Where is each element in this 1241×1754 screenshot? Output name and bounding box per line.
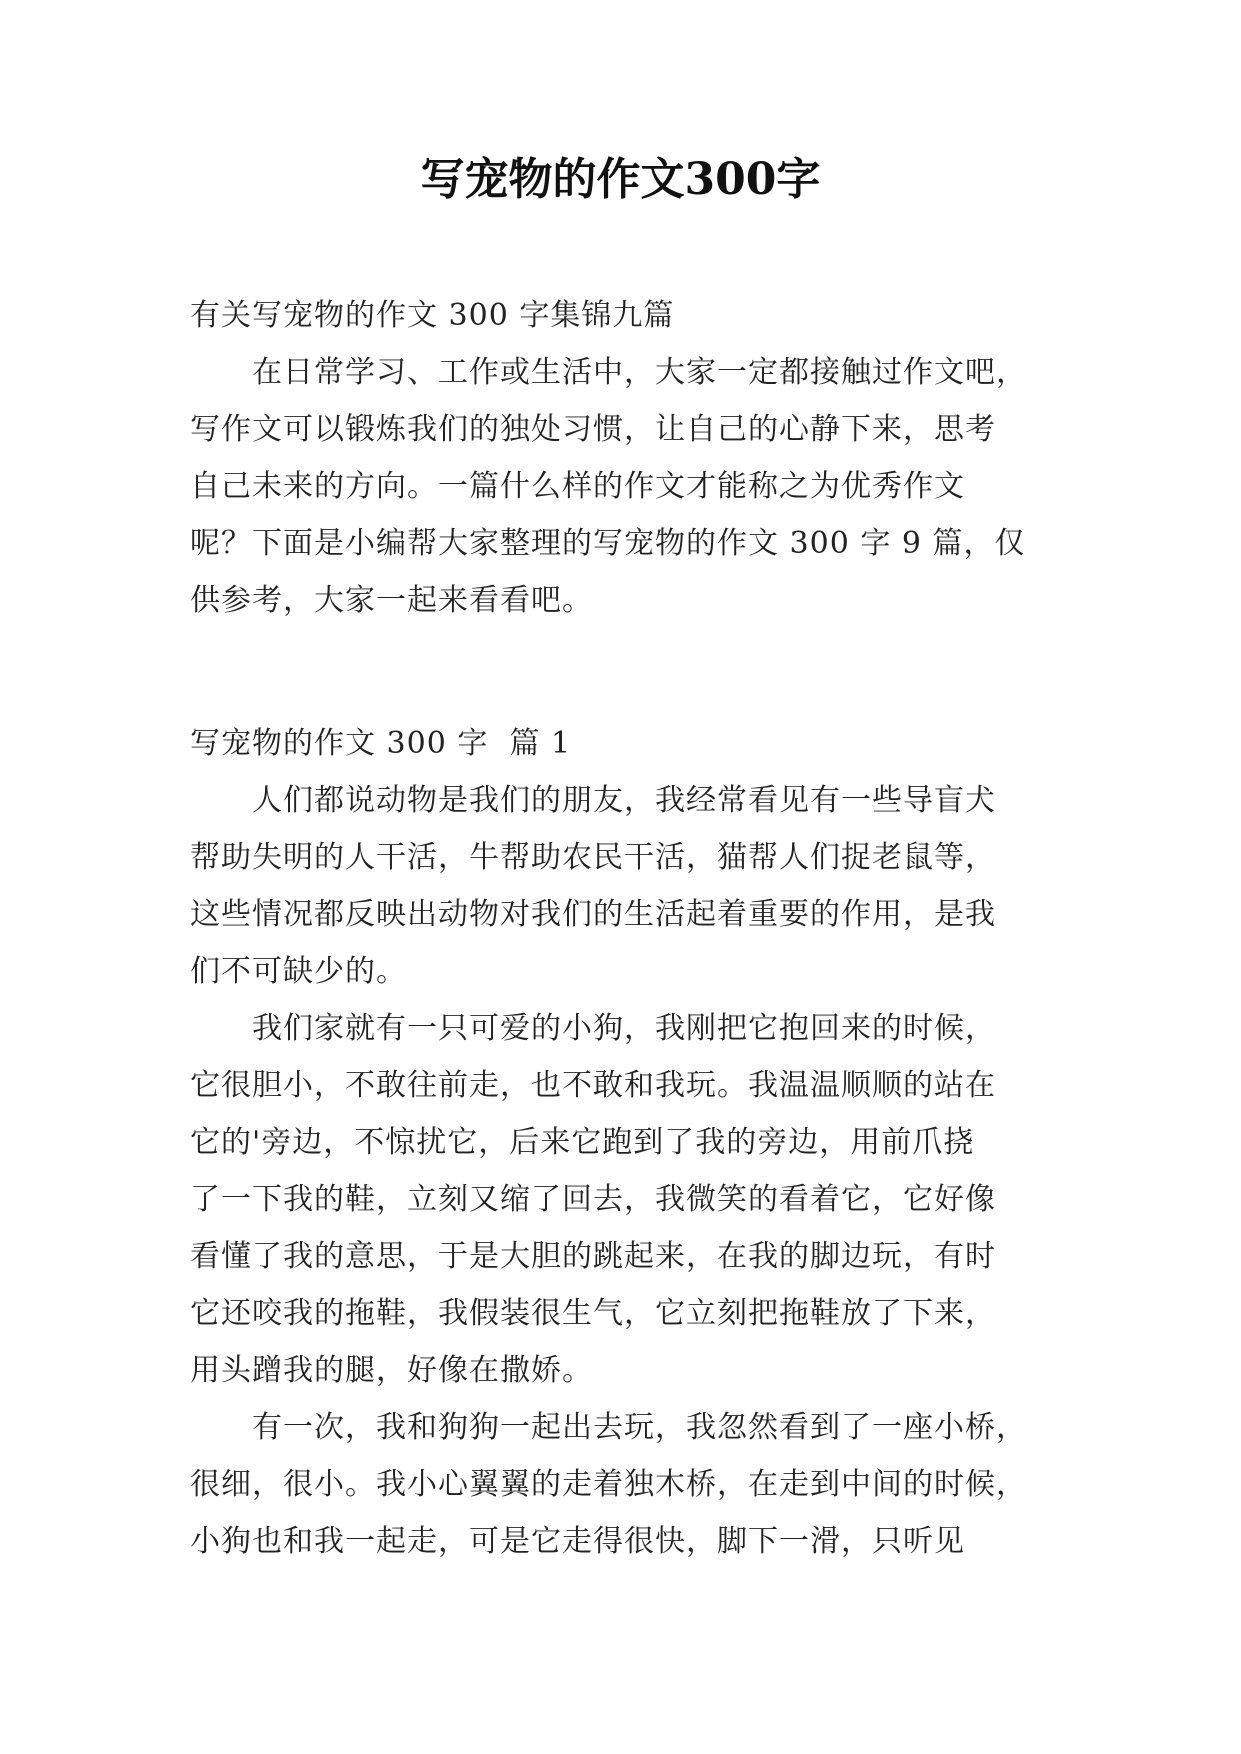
paragraph-line: 看懂了我的意思，于是大胆的跳起来，在我的脚边玩，有时 — [190, 1239, 996, 1274]
document-body — [190, 287, 1060, 1570]
paragraph-line: 小狗也和我一起走，可是它走得很快，脚下一滑，只听见 — [190, 1524, 965, 1559]
intro-line: 写作文可以锻炼我们的独处习惯，让自己的心静下来，思考 — [190, 412, 996, 447]
section-1-paragraph-2 — [190, 1000, 1060, 1399]
paragraph-line: 它很胆小，不敢往前走，也不敢和我玩。我温温顺顺的站在 — [190, 1068, 996, 1103]
paragraph-line: 有一次，我和狗狗一起出去玩，我忽然看到了一座小桥， — [190, 1410, 1027, 1445]
section-1-heading: 写宠物的作文 300 字 篇 1 — [190, 726, 572, 761]
section-1-paragraph-3 — [190, 1399, 1060, 1570]
intro-line: 呢？下面是小编帮大家整理的写宠物的作文 300 字 9 篇，仅 — [190, 526, 1026, 561]
paragraph-line: 帮助失明的人干活，牛帮助农民干活，猫帮人们捉老鼠等， — [190, 840, 996, 875]
paragraph-line: 它的'旁边，不惊扰它，后来它跑到了我的旁边，用前爪挠 — [190, 1125, 975, 1160]
intro-line: 自己未来的方向。一篇什么样的作文才能称之为优秀作文 — [190, 469, 965, 504]
paragraph-line: 这些情况都反映出动物对我们的生活起着重要的作用，是我 — [190, 897, 996, 932]
paragraph-line: 了一下我的鞋，立刻又缩了回去，我微笑的看着它，它好像 — [190, 1182, 996, 1217]
paragraph-line: 很细，很小。我小心翼翼的走着独木桥，在走到中间的时候， — [190, 1467, 1027, 1502]
paragraph-line: 用头蹭我的腿，好像在撒娇。 — [190, 1353, 593, 1388]
section-spacer — [190, 629, 1060, 715]
document-title: 写宠物的作文300字 — [420, 154, 821, 205]
intro-heading: 有关写宠物的作文 300 字集锦九篇 — [190, 298, 675, 333]
section-1-paragraph-1 — [190, 772, 1060, 1000]
paragraph-line: 人们都说动物是我们的朋友，我经常看见有一些导盲犬 — [190, 783, 996, 818]
intro-line: 供参考，大家一起来看看吧。 — [190, 583, 593, 618]
intro-line: 在日常学习、工作或生活中，大家一定都接触过作文吧， — [190, 355, 1027, 390]
paragraph-line: 它还咬我的拖鞋，我假装很生气，它立刻把拖鞋放了下来， — [190, 1296, 996, 1331]
paragraph-line: 我们家就有一只可爱的小狗，我刚把它抱回来的时候， — [190, 1011, 996, 1046]
paragraph-line: 们不可缺少的。 — [190, 954, 407, 989]
intro-paragraph — [190, 344, 1060, 629]
